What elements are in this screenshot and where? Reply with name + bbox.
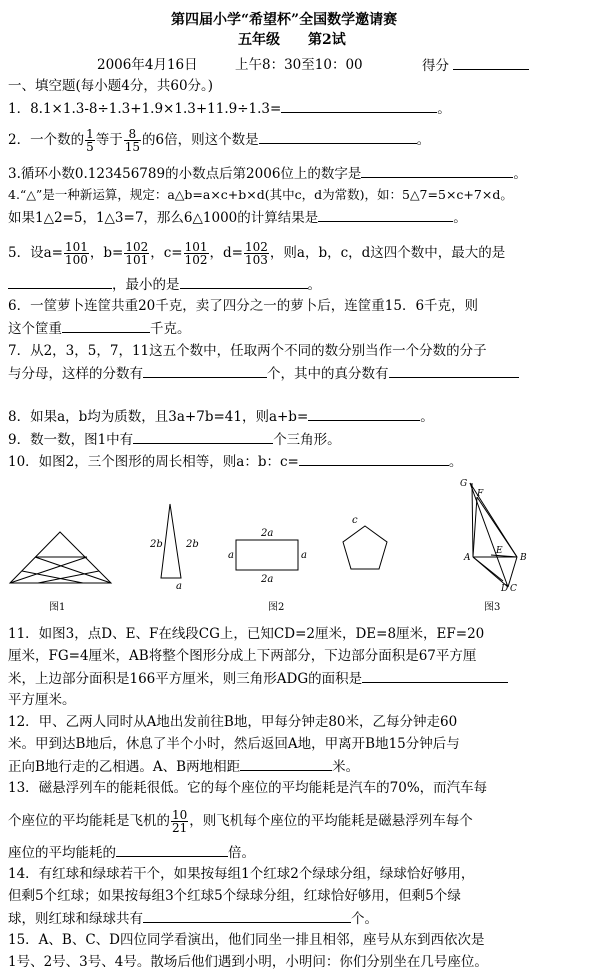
question-5-line-2: ，最小的是 。 xyxy=(8,275,321,294)
question-8: 8．如果a，b均为质数，且3a+7b=41，则a+b= 。 xyxy=(8,409,434,425)
question-11-line-2: 厘米，FG=4厘米，AB将整个图形分成上下两部分，下边部分面积是67平方厘 xyxy=(8,648,477,664)
fig2-label-a: a xyxy=(228,550,234,561)
fig3-caption: 图3 xyxy=(484,602,501,613)
q13-l2a: 个座位的平均能耗是飞机的 xyxy=(8,813,170,829)
fig3-label-A: A xyxy=(464,553,471,563)
fig2-rectangle xyxy=(236,540,298,570)
frac-den: 100 xyxy=(64,253,88,267)
exam-time: 上午8：30至10：00 xyxy=(235,57,363,73)
answer-blank-13[interactable] xyxy=(116,843,228,857)
q5-e: ，则a，b，c，d这四个数中，最大的是 xyxy=(269,245,506,261)
question-13-line-2 xyxy=(8,809,473,834)
question-13-line-3 xyxy=(8,843,255,862)
frac-num: 101 xyxy=(64,240,88,254)
fraction-a xyxy=(64,241,89,266)
q14-l3b: 个。 xyxy=(351,911,378,927)
fig2-triangle xyxy=(161,504,181,578)
fig2-pentagon xyxy=(343,526,387,569)
answer-blank-10[interactable] xyxy=(299,452,449,466)
fig1-line xyxy=(38,571,99,583)
q6-l2b: 千克。 xyxy=(150,321,191,337)
question-14-line-1: 14．有红球和绿球若干个，如果按每组1个红球2个绿球分组，绿球恰好够用， xyxy=(8,866,475,882)
question-6-line-2 xyxy=(8,319,191,338)
question-4-text: 如果1△2=5，1△3=7，那么6△1000的计算结果是 xyxy=(8,210,319,226)
q7-l2b: 个，其中的真分数有 xyxy=(267,366,389,382)
fig3-label-B: B xyxy=(520,553,527,563)
question-11-line-4: 平方厘米。 xyxy=(8,692,76,708)
answer-blank-1[interactable] xyxy=(281,99,437,113)
score-blank[interactable] xyxy=(453,56,529,70)
figure-2 xyxy=(149,504,387,592)
fig3-label-G: G xyxy=(460,479,468,489)
frac-num: 102 xyxy=(244,240,268,254)
fraction-10-21 xyxy=(171,809,188,834)
question-11-line-3 xyxy=(8,669,508,688)
question-15-line-2: 1号、2号、3号、4号。散场后他们遇到小明，小明问：你们分别坐在几号座位。 xyxy=(8,954,488,970)
fraction-1-5 xyxy=(85,128,95,153)
q7-l2a: 与分母，这样的分数有 xyxy=(8,366,143,382)
fig2-label-2b: 2b xyxy=(150,539,163,550)
question-6-line-1: 6．一筐萝卜连筐共重20千克，卖了四分之一的萝卜后，连筐重15．6千克，则 xyxy=(8,298,479,314)
frac-den: 15 xyxy=(124,140,141,154)
question-8-text: 8．如果a，b均为质数，且3a+7b=41，则a+b= xyxy=(8,409,309,425)
answer-blank-11[interactable] xyxy=(362,669,508,683)
fig3-line-GA xyxy=(472,483,473,557)
figure-1 xyxy=(10,532,111,583)
fig3-label-E: E xyxy=(496,546,503,556)
figure-3 xyxy=(460,479,527,594)
q2-part-b: 等于 xyxy=(95,132,123,148)
q6-l2a: 这个筐重 xyxy=(8,321,62,337)
frac-num: 102 xyxy=(125,240,149,254)
question-13-line-1: 13．磁悬浮列车的能耗很低。它的每个座位的平均能耗是汽车的70%，而汽车每 xyxy=(8,780,488,796)
frac-den: 101 xyxy=(125,253,149,267)
question-1: 1．8.1×1.3-8÷1.3+1.9×1.3+11.9÷1.3= 。 xyxy=(8,101,451,117)
fraction-b xyxy=(124,241,149,266)
answer-blank-4[interactable] xyxy=(318,208,453,222)
question-7-line-2 xyxy=(8,364,519,383)
answer-blank-5a[interactable] xyxy=(8,275,112,289)
frac-den: 21 xyxy=(172,821,188,835)
fig1-caption: 图1 xyxy=(49,602,66,613)
question-7-line-1: 7．从2，3，5，7，11这五个数中，任取两个不同的数分别当作一个分数的分子 xyxy=(8,343,487,359)
fig1-line xyxy=(35,557,111,583)
frac-den: 5 xyxy=(86,140,94,154)
q14-l3a: 球，则红球和绿球共有 xyxy=(8,911,143,927)
q12-l3b: 米。 xyxy=(332,759,360,775)
fig2-label-2b: 2b xyxy=(186,539,199,550)
figures-area xyxy=(0,477,599,617)
q5-l2: ，最小的是 xyxy=(112,277,180,293)
q5-b: ，b= xyxy=(89,245,124,261)
exam-title: 第四届小学“希望杯”全国数学邀请赛 xyxy=(171,12,398,28)
answer-blank-8[interactable] xyxy=(308,407,420,421)
fig2-label-a: a xyxy=(301,550,307,561)
score-label-text: 得分 xyxy=(422,58,449,74)
question-12-line-2: 米。甲到达B地后，休息了半个小时，然后返回A地，甲离开B地15分钟后与 xyxy=(8,736,460,752)
answer-blank-12[interactable] xyxy=(240,757,332,771)
question-3: 3.循环小数0.123456789的小数点后第2006位上的数字是 。 xyxy=(8,166,527,182)
q13-l2b: ，则飞机每个座位的平均能耗是磁悬浮列车每个 xyxy=(189,813,473,829)
question-4-line-1: 4.“△”是一种新运算，规定：a△b=a×c+b×d(其中c，d为常数)，如：5△7=5×c+7×d。 xyxy=(8,187,513,202)
question-4-line-2: 如果1△2=5，1△3=7，那么6△1000的计算结果是 。 xyxy=(8,210,467,226)
answer-blank-6[interactable] xyxy=(62,319,150,333)
q13-l3b: 倍。 xyxy=(228,845,255,861)
fig1-line xyxy=(10,557,87,583)
fig2-label-c: c xyxy=(352,515,358,526)
answer-blank-5b[interactable] xyxy=(180,275,308,289)
section-heading: 一、填空题(每小题4分，共60分。) xyxy=(8,78,214,94)
fig2-label-a: a xyxy=(176,581,182,592)
fraction-8-15 xyxy=(124,128,141,153)
exam-subtitle: 五年级 第2试 xyxy=(238,32,346,48)
question-3-text: 3.循环小数0.123456789的小数点后第2006位上的数字是 xyxy=(8,166,362,182)
question-9 xyxy=(8,430,341,449)
question-1-text: 1．8.1×1.3-8÷1.3+1.9×1.3+11.9÷1.3= xyxy=(8,101,282,117)
fraction-d xyxy=(244,241,269,266)
question-15-line-1: 15．A、B、C、D四位同学看演出，他们同坐一排且相邻，座号从东到西依次是 xyxy=(8,932,485,948)
q10-b: 。 xyxy=(448,454,463,470)
q12-l3a: 正向B地行走的乙相遇。A、B两地相距 xyxy=(8,759,241,775)
frac-den: 102 xyxy=(184,253,208,267)
answer-blank-3[interactable] xyxy=(361,164,513,178)
q9-b: 个三角形。 xyxy=(273,432,341,448)
answer-blank-7b[interactable] xyxy=(389,364,519,378)
question-2: 2．一个数的 $\frac{1}{5}$ 等于 $\frac{8}{15}$ 的6倍，则这个数是 。 xyxy=(8,127,431,154)
question-12-line-1: 12．甲、乙两人同时从A地出发前往B地，甲每分钟走80米，乙每分钟走60 xyxy=(8,714,458,730)
score-label xyxy=(422,56,529,75)
q13-l3a: 座位的平均能耗的 xyxy=(8,845,116,861)
q5-d: ，d= xyxy=(209,245,243,261)
fig3-label-C: C xyxy=(510,584,517,594)
q10-a: 10．如图2，三个图形的周长相等，则a：b：c= xyxy=(8,454,299,470)
question-14-line-3 xyxy=(8,909,378,928)
q5-a: 5．设a= xyxy=(8,245,63,261)
q5-c: ，c= xyxy=(150,245,183,261)
frac-num: 10 xyxy=(172,808,188,822)
frac-num: 8 xyxy=(124,128,141,141)
fig2-caption: 图2 xyxy=(268,602,285,613)
q11-l3: 米，上边部分面积是166平方厘米，则三角形ADG的面积是 xyxy=(8,671,363,687)
question-5-line-1 xyxy=(8,241,505,266)
fig3-label-D: D xyxy=(501,584,509,594)
fig1-line xyxy=(22,571,83,583)
answer-blank-2[interactable] xyxy=(259,130,417,144)
exam-date: 2006年4月16日 xyxy=(97,57,198,73)
question-14-line-2: 但剩5个红球；如果按每组3个红球5个绿球分组，红球恰好够用，但剩5个绿 xyxy=(8,888,461,904)
fig3-line-FA xyxy=(473,497,477,557)
answer-blank-14[interactable] xyxy=(143,909,351,923)
question-10 xyxy=(8,452,462,471)
frac-den: 103 xyxy=(244,253,268,267)
fig3-label-F: F xyxy=(477,489,484,499)
q2-part-a: 2．一个数的 xyxy=(8,132,85,148)
fig3-line-BC xyxy=(508,557,517,587)
fig2-label-2a: 2a xyxy=(261,528,274,539)
q2-part-c: 的6倍，则这个数是 xyxy=(142,132,259,148)
q9-a: 9．数一数，图1中有 xyxy=(8,432,134,448)
fraction-c xyxy=(184,241,209,266)
question-11-line-1: 11．如图3，点D、E、F在线段CG上，已知CD=2厘米，DE=8厘米，EF=20 xyxy=(8,626,485,642)
fig2-label-2a: 2a xyxy=(261,574,274,585)
frac-num: 101 xyxy=(184,240,208,254)
answer-blank-7a[interactable] xyxy=(143,364,267,378)
frac-num: 1 xyxy=(86,127,94,141)
question-12-line-3 xyxy=(8,757,359,776)
answer-blank-9[interactable] xyxy=(133,430,273,444)
